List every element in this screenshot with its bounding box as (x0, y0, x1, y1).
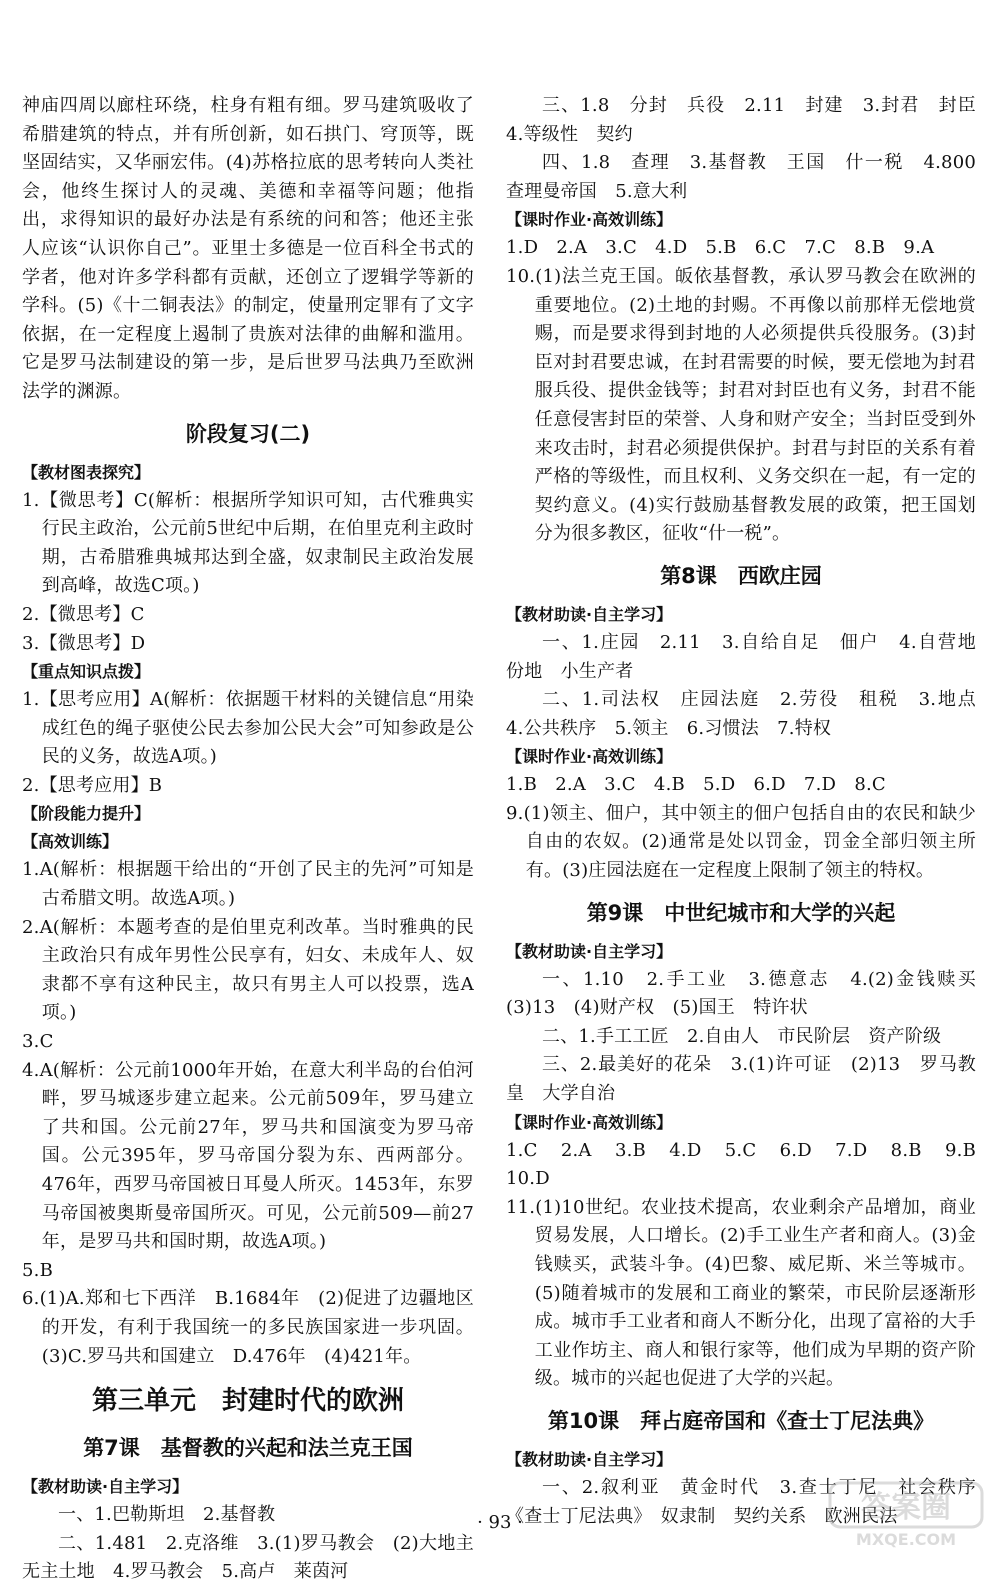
page-number: · 93 · (477, 1512, 523, 1533)
section-tag: 【教材助读·自主学习】 (506, 604, 673, 624)
answer-item: 一、1.巴勒斯坦 2.基督教 (58, 1504, 276, 1526)
section-tag: 【高效训练】 (22, 832, 119, 852)
lesson-heading: 第9课 中世纪城市和大学的兴起 (586, 900, 896, 925)
unit-heading: 第三单元 封建时代的欧洲 (91, 1386, 404, 1417)
watermark-text: 答案圈 (861, 1490, 951, 1525)
answer-paragraph: 神庙四周以廊柱环绕，柱身有粗有细。罗马建筑吸收了希腊建筑的特点，并有所创新，如石拱门、穹顶等，既坚固结实，又华丽宏伟。(4)苏格拉底的思考转向人类社会，他终生探讨人的灵魂、美德和幸福等问题；他指出，求得知识的最好办法是有系统的问和答；他还主张人应该“认识你自己”。亚里士多德是一位百科全书式的学者，他对许多学科都有贡献，还创立了逻辑学等新的学科。(5)《十二铜表法》的制定，使量刑定罪有了文字依据，在一定程度上遏制了贵族对法律的曲解和滥用。它是罗马法制建设的第一步，是后世罗马法典乃至欧洲法学的渊源。 (22, 95, 474, 402)
answer-item: 1.【微思考】C(解析：根据所学知识可知，古代雅典实行民主政治，公元前5世纪中后期，在伯里克利主政时期，古希腊雅典城邦达到全盛，奴隶制民主政治发展到高峰，故选C项。) (22, 489, 474, 597)
answer-item: 1.B 2.A 3.C 4.B 5.D 6.D 7.D 8.C (506, 774, 886, 796)
answer-item: 11.(1)10世纪。农业技术提高，农业剩余产品增加，商业贸易发展，人口增长。(2)手工业生产者和商人。(3)金钱赎买，武装斗争。(4)巴黎、威尼斯、米兰等城市。(5)随着城市的发展和工商业的繁荣，市民阶层逐渐形成。城市手工业者和商人不断分化，出现了富裕的大手工业作坊主、商人和银行家等，他们成为早期的资产阶级。城市的兴起也促进了大学的兴起。 (506, 1196, 976, 1390)
answer-item: 二、1.481 2.克洛维 3.(1)罗马教会 (2)大地主无主土地 4.罗马教会 5.高卢 莱茵河 (22, 1532, 474, 1583)
section-tag: 【课时作业·高效训练】 (506, 1112, 673, 1132)
watermark-logo (826, 1479, 986, 1549)
answer-item: 2.A(解析：本题考查的是伯里克利改革。当时雅典的民主政治只有成年男性公民享有，妇女、未成年人、奴隶都不享有这种民主，故只有男主人可以投票，选A项。) (22, 916, 474, 1024)
answer-item: 3.【微思考】D (22, 632, 146, 654)
section-tag: 【教材图表探究】 (22, 462, 151, 482)
answer-item: 4.A(解析：公元前1000年开始，在意大利半岛的台伯河畔，罗马城逐步建立起来。公元前509年，罗马建立了共和国。公元前27年，罗马共和国演变为罗马帝国。公元395年，罗马帝国分裂为东、西两部分。476年，西罗马帝国被日耳曼人所灭。1453年，东罗马帝国被奥斯曼帝国所灭。可见，公元前509—前27年，是罗马共和国时期，故选A项。) (22, 1059, 474, 1253)
lesson-heading: 第10课 拜占庭帝国和《查士丁尼法典》 (547, 1408, 935, 1433)
watermark-sub: MXQE.COM (855, 1530, 957, 1549)
answer-item: 1.【思考应用】A(解析：依据题干材料的关键信息“用染成红色的绳子驱使公民去参加公民大会”可知参政是公民的义务，故选A项。) (22, 689, 474, 768)
answer-item: 一、1.庄园 2.11 3.自给自足 佃户 4.自营地 份地 小生产者 (506, 631, 995, 682)
section-heading-review: 阶段复习(二) (185, 421, 311, 446)
section-tag: 【教材助读·自主学习】 (506, 1449, 673, 1469)
answer-item: 6.(1)A.郑和七下西洋 B.1684年 (2)促进了边疆地区的开发，有利于我国统一的多民族国家进一步巩固。(3)C.罗马共和国建立 D.476年 (4)421年。 (22, 1288, 474, 1367)
answer-item: 二、1.司法权 庄园法庭 2.劳役 租税 3.地点 4.公共秩序 5.领主 6.习惯法 7.特权 (506, 689, 995, 739)
answer-item: 1.D 2.A 3.C 4.D 5.B 6.C 7.C 8.B 9.A (506, 237, 935, 259)
section-tag: 【重点知识点拨】 (22, 662, 151, 682)
answer-item: 2.【思考应用】B (22, 774, 163, 796)
section-tag: 【教材助读·自主学习】 (506, 941, 673, 961)
section-tag: 【课时作业·高效训练】 (506, 747, 673, 767)
answer-item: 二、1.手工工匠 2.自由人 市民阶层 资产阶级 (542, 1025, 942, 1047)
section-tag: 【教材助读·自主学习】 (22, 1477, 189, 1497)
section-tag: 【课时作业·高效训练】 (506, 210, 673, 230)
lesson-heading: 第8课 西欧庄园 (660, 563, 822, 588)
answer-item: 10.(1)法兰克王国。皈依基督教，承认罗马教会在欧洲的重要地位。(2)土地的封赐。不再像以前那样无偿地赏赐，而是要求得到封地的人必须提供兵役服务。(3)封臣对封君要忠诚，在封君需要的时候，要无偿地为封君服兵役、提供金钱等；封君对封臣也有义务，封君不能任意侵害封臣的荣誉、人身和财产安全；当封臣受到外来攻击时，封君必须提供保护。封君与封臣的关系有着严格的等级性，而且权利、义务交织在一起，有一定的契约意义。(4)实行鼓励基督教发展的政策，把王国划分为很多教区，征收“什一税”。 (506, 265, 976, 545)
right-column (506, 92, 995, 1531)
answer-item: 9.(1)领主、佃户，其中领主的佃户包括自由的农民和缺少自由的农奴。(2)通常是处以罚金，罚金全部归领主所有。(3)庄园法庭在一定程度上限制了领主的特权。 (506, 802, 976, 882)
answer-item: 三、1.8 分封 兵役 2.11 封建 3.封君 封臣 4.等级性 契约 (506, 95, 995, 145)
answer-item: 四、1.8 查理 3.基督教 王国 什一税 4.800 查理曼帝国 5.意大利 (506, 152, 995, 202)
answer-item: 2.【微思考】C (22, 603, 145, 625)
lesson-heading: 第7课 基督教的兴起和法兰克王国 (83, 1436, 413, 1461)
answer-item: 5.B (22, 1259, 54, 1281)
answer-item: 一、2.叙利亚 黄金时代 3.查士丁尼 社会秩序 《查士丁尼法典》 奴隶制 契约关系 欧洲民法 (506, 1476, 995, 1527)
answer-item: 3.C (22, 1031, 54, 1053)
left-column (22, 92, 474, 1587)
answer-item: 三、2.最美好的花朵 3.(1)许可证 (2)13 罗马教皇 大学自治 (506, 1054, 976, 1105)
answer-item: 1.C 2.A 3.B 4.D 5.C 6.D 7.D 8.B 9.B 10.D (506, 1139, 995, 1190)
answer-item: 一、1.10 2.手工业 3.德意志 4.(2)金钱赎买 (3)13 (4)财产权 (5)国王 特许状 (506, 968, 995, 1019)
section-tag: 【阶段能力提升】 (22, 804, 151, 824)
answer-item: 1.A(解析：根据题干给出的“开创了民主的先河”可知是古希腊文明。故选A项。) (22, 859, 474, 910)
